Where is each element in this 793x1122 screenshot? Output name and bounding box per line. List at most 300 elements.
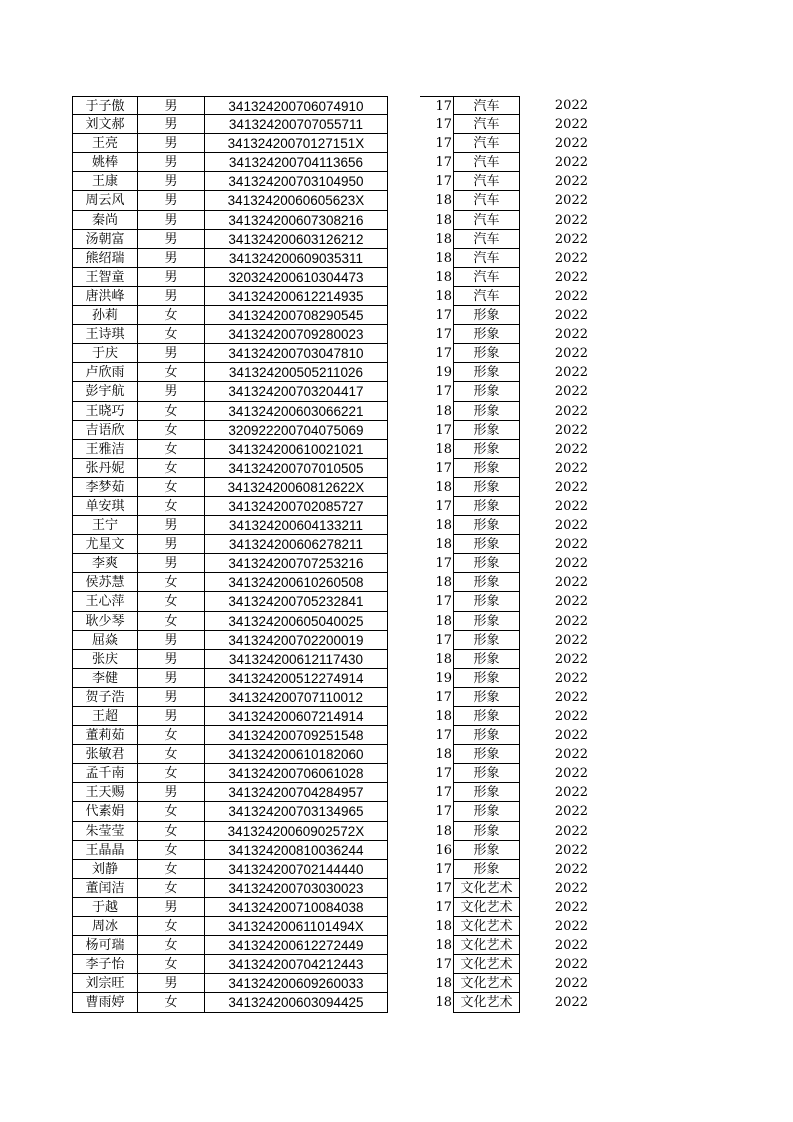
gender-cell: 男 — [138, 230, 205, 249]
major-cell: 形象 — [454, 860, 520, 879]
name-cell: 王心萍 — [72, 592, 138, 611]
name-cell: 卢欣雨 — [72, 363, 138, 382]
gender-cell: 女 — [138, 440, 205, 459]
year-cell: 2022 — [554, 136, 588, 152]
age-cell: 18 — [420, 249, 454, 268]
gender-cell: 男 — [138, 268, 205, 287]
id-number-cell: 341324200704113656 — [205, 153, 388, 172]
name-cell: 吉语欣 — [72, 421, 138, 440]
table-row — [0, 669, 793, 688]
major-cell: 形象 — [454, 650, 520, 669]
table-row — [0, 478, 793, 497]
id-number-cell: 341324200609260033 — [205, 974, 388, 993]
age-cell: 19 — [420, 669, 454, 688]
table-row — [0, 153, 793, 172]
id-number-cell: 341324200612117430 — [205, 650, 388, 669]
id-number-cell: 341324200603094425 — [205, 993, 388, 1012]
age-cell: 18 — [420, 707, 454, 726]
table-row — [0, 230, 793, 249]
age-cell: 18 — [420, 230, 454, 249]
table-row — [0, 592, 793, 611]
major-cell: 形象 — [454, 726, 520, 745]
id-number-cell: 341324200709280023 — [205, 325, 388, 344]
age-cell: 18 — [420, 917, 454, 936]
id-number-cell: 341324200703134965 — [205, 802, 388, 821]
age-cell: 18 — [420, 268, 454, 287]
year-cell: 2022 — [554, 231, 588, 247]
id-number-cell: 341324200702144440 — [205, 860, 388, 879]
table-row — [0, 96, 793, 115]
major-cell: 文化艺术 — [454, 974, 520, 993]
table-row — [0, 612, 793, 631]
age-cell: 17 — [420, 592, 454, 611]
age-cell: 17 — [420, 879, 454, 898]
name-cell: 王智童 — [72, 268, 138, 287]
table-row — [0, 764, 793, 783]
gender-cell: 女 — [138, 802, 205, 821]
age-cell: 18 — [420, 516, 454, 535]
name-cell: 李健 — [72, 669, 138, 688]
gender-cell: 男 — [138, 898, 205, 917]
table-row — [0, 191, 793, 210]
age-cell: 17 — [420, 172, 454, 191]
age-cell: 17 — [420, 325, 454, 344]
id-number-cell: 341324200704212443 — [205, 955, 388, 974]
table-row — [0, 707, 793, 726]
gender-cell: 男 — [138, 535, 205, 554]
id-number-cell: 341324200703104950 — [205, 172, 388, 191]
major-cell: 形象 — [454, 325, 520, 344]
major-cell: 形象 — [454, 783, 520, 802]
major-cell: 文化艺术 — [454, 993, 520, 1012]
year-cell: 2022 — [554, 689, 588, 705]
name-cell: 刘文郝 — [72, 115, 138, 134]
year-cell: 2022 — [554, 938, 588, 954]
id-number-cell: 341324200707110012 — [205, 688, 388, 707]
name-cell: 张敏君 — [72, 745, 138, 764]
major-cell: 形象 — [454, 745, 520, 764]
age-cell: 18 — [420, 287, 454, 306]
gender-cell: 男 — [138, 191, 205, 210]
table-row — [0, 841, 793, 860]
name-cell: 于庆 — [72, 344, 138, 363]
table-row — [0, 535, 793, 554]
age-cell: 17 — [420, 497, 454, 516]
name-cell: 王雅洁 — [72, 440, 138, 459]
major-cell: 汽车 — [454, 153, 520, 172]
gender-cell: 男 — [138, 516, 205, 535]
id-number-cell: 341324200706074910 — [205, 96, 388, 115]
year-cell: 2022 — [554, 460, 588, 476]
table-row — [0, 268, 793, 287]
name-cell: 王宁 — [72, 516, 138, 535]
major-cell: 汽车 — [454, 287, 520, 306]
name-cell: 代素娟 — [72, 802, 138, 821]
id-number-cell: 341324200707010505 — [205, 459, 388, 478]
gender-cell: 男 — [138, 115, 205, 134]
id-number-cell: 341324200707055711 — [205, 115, 388, 134]
table-row — [0, 134, 793, 153]
table-row — [0, 363, 793, 382]
age-cell: 17 — [420, 726, 454, 745]
gender-cell: 男 — [138, 669, 205, 688]
year-cell: 2022 — [554, 365, 588, 381]
year-cell: 2022 — [554, 957, 588, 973]
id-number-cell: 341324200512274914 — [205, 669, 388, 688]
gender-cell: 女 — [138, 497, 205, 516]
gender-cell: 男 — [138, 554, 205, 573]
age-cell: 18 — [420, 191, 454, 210]
major-cell: 形象 — [454, 592, 520, 611]
year-cell: 2022 — [554, 441, 588, 457]
year-cell: 2022 — [554, 518, 588, 534]
age-cell: 17 — [420, 631, 454, 650]
id-number-cell: 341324200610182060 — [205, 745, 388, 764]
major-cell: 形象 — [454, 535, 520, 554]
age-cell: 17 — [420, 115, 454, 134]
year-cell: 2022 — [554, 98, 588, 113]
table-row — [0, 726, 793, 745]
year-cell: 2022 — [554, 995, 588, 1011]
gender-cell: 男 — [138, 688, 205, 707]
age-cell: 18 — [420, 478, 454, 497]
id-number-cell: 341324200604133211 — [205, 516, 388, 535]
name-cell: 曹雨婷 — [72, 993, 138, 1012]
table-row — [0, 688, 793, 707]
name-cell: 王康 — [72, 172, 138, 191]
age-cell: 17 — [420, 955, 454, 974]
year-cell: 2022 — [554, 899, 588, 915]
name-cell: 侯苏慧 — [72, 573, 138, 592]
gender-cell: 男 — [138, 650, 205, 669]
year-cell: 2022 — [554, 976, 588, 992]
age-cell: 17 — [420, 898, 454, 917]
age-cell: 17 — [420, 134, 454, 153]
id-number-cell: 341324200709251548 — [205, 726, 388, 745]
id-number-cell: 341324200603126212 — [205, 230, 388, 249]
age-cell: 17 — [420, 382, 454, 401]
age-cell: 17 — [420, 459, 454, 478]
id-number-cell: 341324200610021021 — [205, 440, 388, 459]
age-cell: 18 — [420, 535, 454, 554]
year-cell: 2022 — [554, 613, 588, 629]
name-cell: 贺子浩 — [72, 688, 138, 707]
year-cell: 2022 — [554, 250, 588, 266]
gender-cell: 女 — [138, 478, 205, 497]
age-cell: 17 — [420, 783, 454, 802]
id-number-cell: 341324200703204417 — [205, 382, 388, 401]
table-row — [0, 211, 793, 230]
gender-cell: 女 — [138, 325, 205, 344]
table-row — [0, 325, 793, 344]
gender-cell: 女 — [138, 592, 205, 611]
gender-cell: 女 — [138, 421, 205, 440]
year-cell: 2022 — [554, 728, 588, 744]
gender-cell: 女 — [138, 955, 205, 974]
gender-cell: 男 — [138, 211, 205, 230]
id-number-cell: 341324200610260508 — [205, 573, 388, 592]
name-cell: 杨可瑞 — [72, 936, 138, 955]
name-cell: 张庆 — [72, 650, 138, 669]
major-cell: 汽车 — [454, 268, 520, 287]
name-cell: 孙莉 — [72, 306, 138, 325]
year-cell: 2022 — [554, 594, 588, 610]
age-cell: 18 — [420, 440, 454, 459]
id-number-cell: 341324200612214935 — [205, 287, 388, 306]
gender-cell: 女 — [138, 459, 205, 478]
table-row — [0, 516, 793, 535]
table-row — [0, 249, 793, 268]
year-cell: 2022 — [554, 556, 588, 572]
major-cell: 形象 — [454, 841, 520, 860]
table-row — [0, 783, 793, 802]
year-cell: 2022 — [554, 384, 588, 400]
gender-cell: 男 — [138, 249, 205, 268]
major-cell: 形象 — [454, 669, 520, 688]
gender-cell: 男 — [138, 172, 205, 191]
major-cell: 形象 — [454, 764, 520, 783]
year-cell: 2022 — [554, 919, 588, 935]
gender-cell: 男 — [138, 974, 205, 993]
name-cell: 朱莹莹 — [72, 822, 138, 841]
gender-cell: 女 — [138, 841, 205, 860]
table-row — [0, 402, 793, 421]
table-row — [0, 382, 793, 401]
id-number-cell: 341324200702085727 — [205, 497, 388, 516]
name-cell: 王天赐 — [72, 783, 138, 802]
table-row — [0, 745, 793, 764]
name-cell: 王亮 — [72, 134, 138, 153]
major-cell: 形象 — [454, 344, 520, 363]
age-cell: 19 — [420, 363, 454, 382]
id-number-cell: 341324200706061028 — [205, 764, 388, 783]
name-cell: 汤朝富 — [72, 230, 138, 249]
major-cell: 形象 — [454, 382, 520, 401]
year-cell: 2022 — [554, 537, 588, 553]
major-cell: 形象 — [454, 554, 520, 573]
table-row — [0, 993, 793, 1012]
major-cell: 文化艺术 — [454, 917, 520, 936]
id-number-cell: 341324200705232841 — [205, 592, 388, 611]
major-cell: 汽车 — [454, 96, 520, 115]
id-number-cell: 341324200710084038 — [205, 898, 388, 917]
year-cell: 2022 — [554, 479, 588, 495]
table-row — [0, 631, 793, 650]
major-cell: 汽车 — [454, 172, 520, 191]
age-cell: 18 — [420, 573, 454, 592]
gender-cell: 女 — [138, 879, 205, 898]
id-number-cell: 341324200703030023 — [205, 879, 388, 898]
id-number-cell: 341324200702200019 — [205, 631, 388, 650]
year-cell: 2022 — [554, 155, 588, 171]
age-cell: 18 — [420, 936, 454, 955]
major-cell: 形象 — [454, 822, 520, 841]
year-cell: 2022 — [554, 651, 588, 667]
name-cell: 李爽 — [72, 554, 138, 573]
gender-cell: 女 — [138, 860, 205, 879]
major-cell: 文化艺术 — [454, 879, 520, 898]
year-cell: 2022 — [554, 403, 588, 419]
table-row — [0, 344, 793, 363]
age-cell: 17 — [420, 860, 454, 879]
name-cell: 李子怡 — [72, 955, 138, 974]
gender-cell: 男 — [138, 134, 205, 153]
major-cell: 形象 — [454, 631, 520, 650]
name-cell: 孟千南 — [72, 764, 138, 783]
year-cell: 2022 — [554, 766, 588, 782]
name-cell: 屈焱 — [72, 631, 138, 650]
age-cell: 17 — [420, 764, 454, 783]
id-number-cell: 34132420060812622X — [205, 478, 388, 497]
age-cell: 17 — [420, 96, 454, 115]
table-row — [0, 459, 793, 478]
table-row — [0, 802, 793, 821]
age-cell: 18 — [420, 974, 454, 993]
gender-cell: 女 — [138, 612, 205, 631]
year-cell: 2022 — [554, 804, 588, 820]
year-cell: 2022 — [554, 117, 588, 133]
table-row — [0, 497, 793, 516]
year-cell: 2022 — [554, 269, 588, 285]
age-cell: 18 — [420, 650, 454, 669]
major-cell: 形象 — [454, 421, 520, 440]
age-cell: 16 — [420, 841, 454, 860]
age-cell: 17 — [420, 802, 454, 821]
year-cell: 2022 — [554, 422, 588, 438]
id-number-cell: 34132420070127151X — [205, 134, 388, 153]
name-cell: 唐洪峰 — [72, 287, 138, 306]
gender-cell: 女 — [138, 745, 205, 764]
age-cell: 18 — [420, 745, 454, 764]
gender-cell: 男 — [138, 287, 205, 306]
id-number-cell: 341324200708290545 — [205, 306, 388, 325]
table-row — [0, 879, 793, 898]
table-row — [0, 115, 793, 134]
major-cell: 汽车 — [454, 134, 520, 153]
name-cell: 王晶晶 — [72, 841, 138, 860]
name-cell: 王晓巧 — [72, 402, 138, 421]
table-row — [0, 822, 793, 841]
id-number-cell: 341324200607214914 — [205, 707, 388, 726]
gender-cell: 男 — [138, 707, 205, 726]
id-number-cell: 34132420060605623X — [205, 191, 388, 210]
gender-cell: 女 — [138, 573, 205, 592]
age-cell: 18 — [420, 211, 454, 230]
gender-cell: 女 — [138, 764, 205, 783]
gender-cell: 男 — [138, 631, 205, 650]
table-row — [0, 650, 793, 669]
gender-cell: 女 — [138, 917, 205, 936]
gender-cell: 女 — [138, 936, 205, 955]
id-number-cell: 341324200703047810 — [205, 344, 388, 363]
id-number-cell: 341324200605040025 — [205, 612, 388, 631]
table-row — [0, 440, 793, 459]
name-cell: 王诗琪 — [72, 325, 138, 344]
table-row — [0, 860, 793, 879]
age-cell: 17 — [420, 554, 454, 573]
major-cell: 文化艺术 — [454, 936, 520, 955]
year-cell: 2022 — [554, 346, 588, 362]
name-cell: 李梦茹 — [72, 478, 138, 497]
age-cell: 17 — [420, 153, 454, 172]
age-cell: 18 — [420, 402, 454, 421]
year-cell: 2022 — [554, 212, 588, 228]
name-cell: 熊绍瑞 — [72, 249, 138, 268]
gender-cell: 男 — [138, 783, 205, 802]
name-cell: 周云风 — [72, 191, 138, 210]
year-cell: 2022 — [554, 747, 588, 763]
age-cell: 17 — [420, 688, 454, 707]
table-row — [0, 898, 793, 917]
major-cell: 形象 — [454, 497, 520, 516]
gender-cell: 女 — [138, 363, 205, 382]
gender-cell: 女 — [138, 402, 205, 421]
year-cell: 2022 — [554, 842, 588, 858]
gender-cell: 男 — [138, 344, 205, 363]
year-cell: 2022 — [554, 288, 588, 304]
student-table — [0, 96, 793, 1013]
name-cell: 姚棒 — [72, 153, 138, 172]
id-number-cell: 341324200607308216 — [205, 211, 388, 230]
major-cell: 形象 — [454, 516, 520, 535]
name-cell: 耿少琴 — [72, 612, 138, 631]
age-cell: 17 — [420, 306, 454, 325]
major-cell: 形象 — [454, 459, 520, 478]
major-cell: 汽车 — [454, 115, 520, 134]
gender-cell: 男 — [138, 382, 205, 401]
id-number-cell: 341324200612272449 — [205, 936, 388, 955]
major-cell: 文化艺术 — [454, 898, 520, 917]
table-row — [0, 421, 793, 440]
name-cell: 王超 — [72, 707, 138, 726]
id-number-cell: 320922200704075069 — [205, 421, 388, 440]
year-cell: 2022 — [554, 861, 588, 877]
id-number-cell: 341324200810036244 — [205, 841, 388, 860]
year-cell: 2022 — [554, 880, 588, 896]
name-cell: 刘宗旺 — [72, 974, 138, 993]
name-cell: 董莉茹 — [72, 726, 138, 745]
table-row — [0, 974, 793, 993]
id-number-cell: 320324200610304473 — [205, 268, 388, 287]
year-cell: 2022 — [554, 709, 588, 724]
major-cell: 形象 — [454, 612, 520, 631]
gender-cell: 女 — [138, 306, 205, 325]
major-cell: 文化艺术 — [454, 955, 520, 974]
gender-cell: 女 — [138, 822, 205, 841]
id-number-cell: 341324200505211026 — [205, 363, 388, 382]
name-cell: 刘静 — [72, 860, 138, 879]
table-row — [0, 573, 793, 592]
major-cell: 汽车 — [454, 191, 520, 210]
age-cell: 17 — [420, 421, 454, 440]
id-number-cell: 341324200606278211 — [205, 535, 388, 554]
age-cell: 18 — [420, 822, 454, 841]
major-cell: 形象 — [454, 306, 520, 325]
major-cell: 汽车 — [454, 230, 520, 249]
table-row — [0, 287, 793, 306]
major-cell: 汽车 — [454, 211, 520, 230]
name-cell: 于越 — [72, 898, 138, 917]
year-cell: 2022 — [554, 327, 588, 343]
year-cell: 2022 — [554, 174, 588, 190]
year-cell: 2022 — [554, 785, 588, 801]
gender-cell: 男 — [138, 153, 205, 172]
id-number-cell: 341324200603066221 — [205, 402, 388, 421]
name-cell: 张丹妮 — [72, 459, 138, 478]
year-cell: 2022 — [554, 670, 588, 686]
major-cell: 形象 — [454, 802, 520, 821]
year-cell: 2022 — [554, 575, 588, 591]
